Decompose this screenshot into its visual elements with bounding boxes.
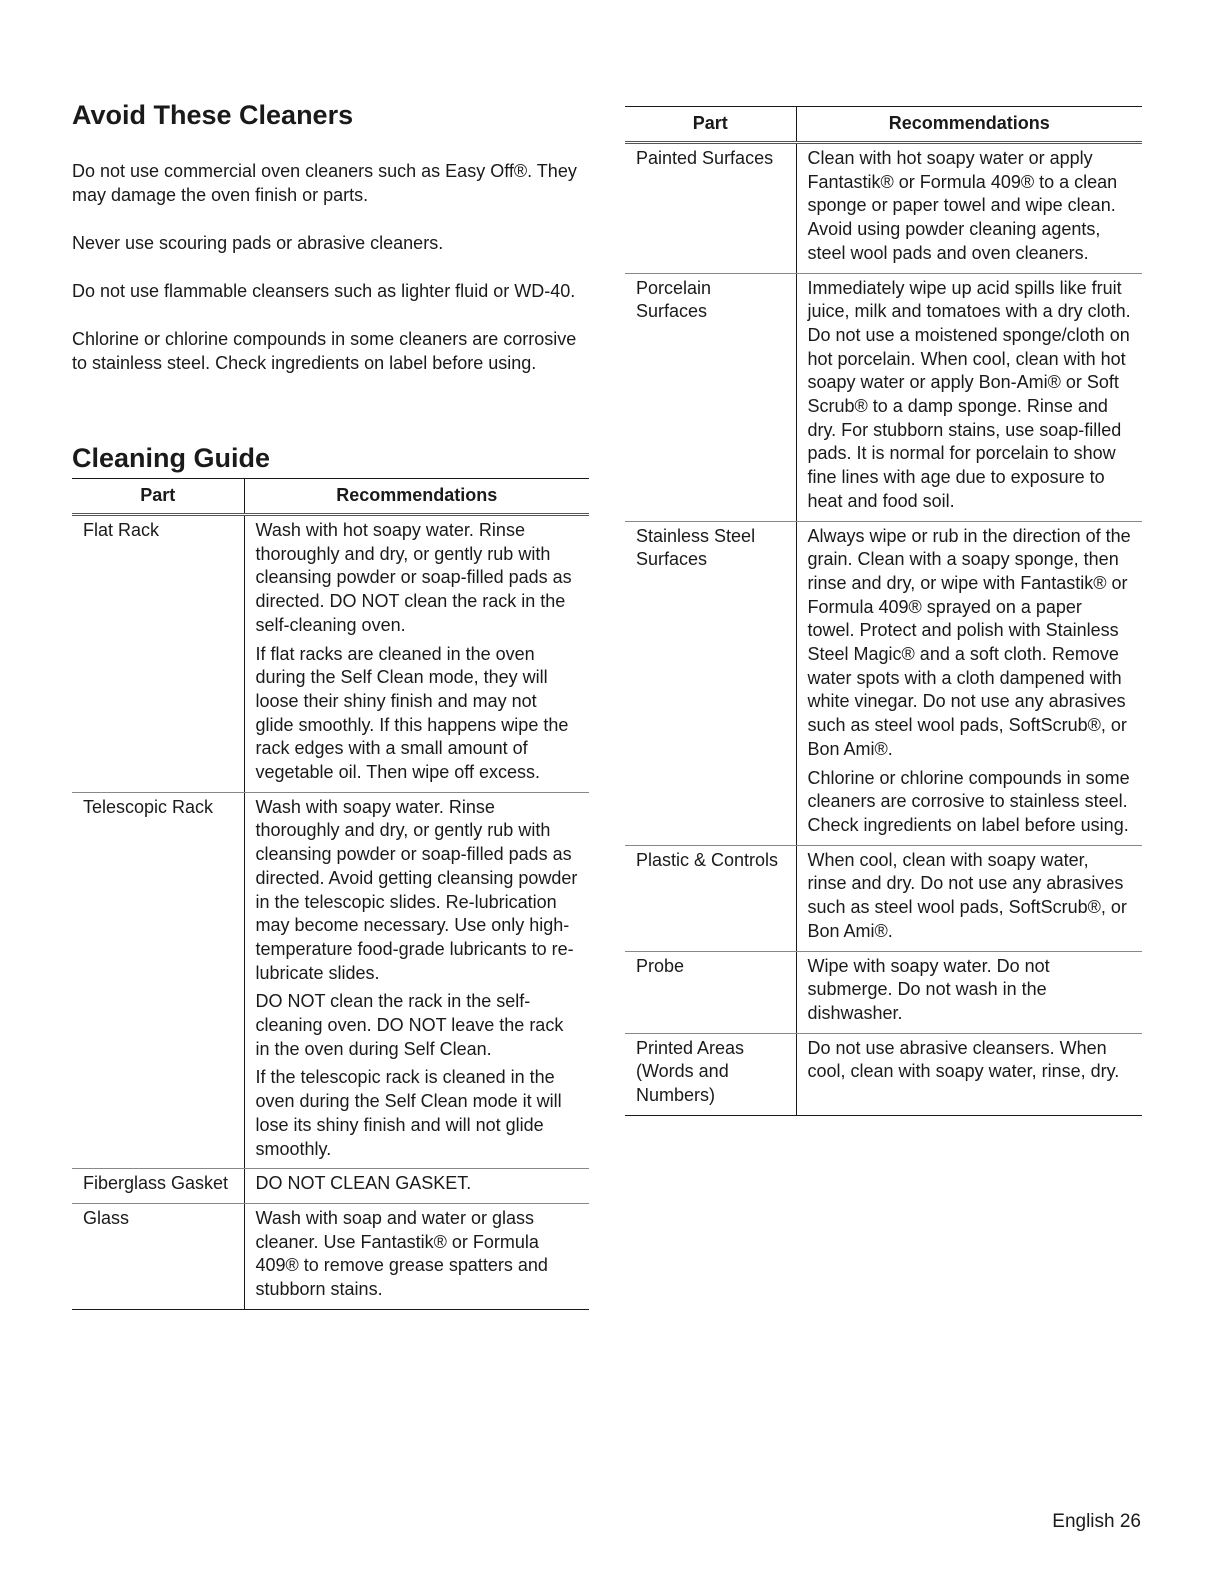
- recommendation-text: Do not use abrasive cleansers. When cool, clean with soapy water, rinse, dry.: [807, 1037, 1120, 1082]
- column-header-recommendations: Recommendations: [244, 479, 589, 515]
- recommendation-cell: [796, 273, 1142, 521]
- table-row: [625, 1033, 1142, 1115]
- table-row: [72, 792, 589, 1169]
- recommendation-text: Wash with hot soapy water. Rinse thoroughly and dry, or gently rub with cleansing powder or soap-filled pads as directed. DO NOT clean the rack in the self-cleaning oven.: [255, 520, 572, 635]
- table-row: [72, 1203, 589, 1309]
- cleaning-guide-table-left: [72, 478, 589, 1310]
- recommendation-text: Wash with soapy water. Rinse thoroughly and dry, or gently rub with cleansing powder or soap-filled pads as directed. Avoid getting cleansing powder in the telescopic slides. Re-lubrication may become necessary. Use only high-temperature food-grade lubricants to re-lubricate slides.: [255, 796, 578, 983]
- part-cell: Stainless Steel Surfaces: [625, 521, 796, 845]
- table-body: [625, 143, 1142, 1116]
- recommendation-cell: [796, 845, 1142, 951]
- column-header-part: Part: [625, 107, 796, 143]
- recommendation-cell: [244, 515, 589, 793]
- recommendation-text: Chlorine or chlorine compounds in some cleaners are corrosive to stainless steel. Check ingredients on label before using.: [807, 767, 1130, 835]
- cleaning-guide-table-right: [625, 106, 1142, 1116]
- recommendation-cell: [796, 951, 1142, 1033]
- part-cell: Painted Surfaces: [625, 143, 796, 274]
- table-row: [625, 143, 1142, 274]
- part-cell: Probe: [625, 951, 796, 1033]
- recommendation-text: Clean with hot soapy water or apply Fantastik® or Formula 409® to a clean sponge or paper towel and wipe clean. Avoid using powder cleaning agents, steel wool pads and oven cleaners.: [807, 148, 1118, 263]
- page-number: English 26: [1052, 1511, 1141, 1532]
- recommendation-text: If flat racks are cleaned in the oven during the Self Clean mode, they will loose their shiny finish and may not glide smoothly. If this happens wipe the rack edges with a small amount of vegetable oil. Then wipe off excess.: [255, 643, 569, 783]
- part-cell: Flat Rack: [72, 515, 244, 793]
- part-cell: Fiberglass Gasket: [72, 1169, 244, 1204]
- table-body: [72, 515, 589, 1310]
- column-header-recommendations: Recommendations: [796, 107, 1142, 143]
- paragraph: Never use scouring pads or abrasive cleaners.: [72, 233, 444, 253]
- part-cell: Glass: [72, 1203, 244, 1309]
- recommendation-text: Wipe with soapy water. Do not submerge. Do not wash in the dishwasher.: [807, 955, 1050, 1023]
- table-row: [625, 521, 1142, 845]
- avoid-cleaners-paragraphs: [72, 159, 589, 399]
- table-row: [625, 845, 1142, 951]
- recommendation-cell: [244, 792, 589, 1169]
- recommendation-text: Always wipe or rub in the direction of the grain. Clean with a soapy sponge, then rinse and dry, or wipe with Fantastik® or Formula 409® sprayed on a paper towel. Protect and polish with Stainless Steel Magic® and a soft cloth. Remove water spots with a cloth dampened with white vinegar. Do not use any abrasives such as steel wool pads, SoftScrub®, or Bon Ami®.: [807, 525, 1131, 759]
- part-cell: Telescopic Rack: [72, 792, 244, 1169]
- recommendation-cell: [796, 521, 1142, 845]
- part-cell: Plastic & Controls: [625, 845, 796, 951]
- part-cell: Printed Areas (Words and Numbers): [625, 1033, 796, 1115]
- recommendation-text: DO NOT clean the rack in the self-cleaning oven. DO NOT leave the rack in the oven during Self Clean.: [255, 991, 564, 1059]
- recommendation-cell: [244, 1203, 589, 1309]
- table-row: [72, 1169, 589, 1204]
- recommendation-text: Immediately wipe up acid spills like fruit juice, milk and tomatoes with a dry cloth. Do not use a moistened sponge/cloth on hot porcelain. When cool, clean with hot soapy water or apply Bon-Ami® or Soft Scrub® to a damp sponge. Rinse and dry. For stubborn stains, use soap-filled pads. It is normal for porcelain to show fine lines with age due to exposure to heat and food soil.: [807, 277, 1131, 511]
- recommendation-cell: [796, 143, 1142, 274]
- table-header-row: [625, 107, 1142, 143]
- recommendation-text: When cool, clean with soapy water, rinse and dry. Do not use any abrasives such as steel wool pads, SoftScrub®, or Bon Ami®.: [807, 849, 1127, 941]
- paragraph: Chlorine or chlorine compounds in some cleaners are corrosive to stainless steel. Check ingredients on label before using.: [72, 329, 577, 373]
- table-header-row: [72, 479, 589, 515]
- part-cell: Porcelain Surfaces: [625, 273, 796, 521]
- table-row: [72, 515, 589, 793]
- recommendation-cell: [796, 1033, 1142, 1115]
- table-row: [625, 951, 1142, 1033]
- paragraph: Do not use commercial oven cleaners such as Easy Off®. They may damage the oven finish or parts.: [72, 161, 577, 205]
- cleaning-guide-heading: Cleaning Guide: [72, 443, 271, 473]
- table-row: [625, 273, 1142, 521]
- recommendation-text: DO NOT CLEAN GASKET.: [255, 1173, 472, 1194]
- avoid-cleaners-heading: Avoid These Cleaners: [72, 100, 354, 130]
- recommendation-text: If the telescopic rack is cleaned in the oven during the Self Clean mode it will lose its shiny finish and will not glide smoothly.: [255, 1067, 562, 1159]
- recommendation-cell: [244, 1169, 589, 1204]
- column-header-part: Part: [72, 479, 244, 515]
- paragraph: Do not use flammable cleansers such as lighter fluid or WD-40.: [72, 281, 576, 301]
- recommendation-text: Wash with soap and water or glass cleaner. Use Fantastik® or Formula 409® to remove grease spatters and stubborn stains.: [255, 1207, 548, 1300]
